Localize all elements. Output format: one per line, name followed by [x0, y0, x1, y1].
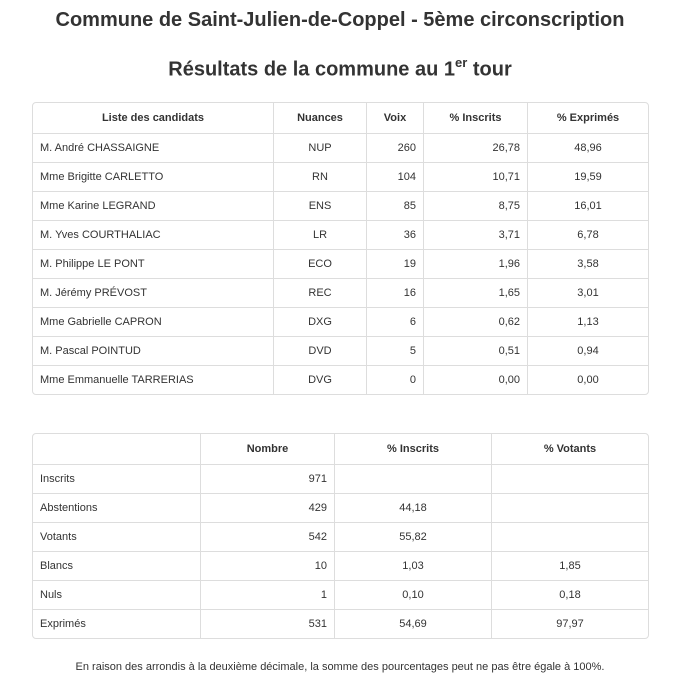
stat-label: Votants	[33, 522, 200, 551]
candidate-pct-inscrits: 0,62	[423, 307, 527, 336]
candidate-name: Mme Gabrielle CAPRON	[33, 307, 273, 336]
candidate-name: M. Yves COURTHALIAC	[33, 220, 273, 249]
table-row	[33, 365, 648, 394]
stat-nombre: 1	[200, 580, 334, 609]
candidate-nuance: DVD	[273, 336, 366, 365]
stat-pct-votants: 1,85	[491, 551, 648, 580]
candidate-name: M. André CHASSAIGNE	[33, 133, 273, 162]
candidate-nuance: REC	[273, 278, 366, 307]
candidates-table	[32, 102, 649, 395]
column-header-pct-inscrits: % Inscrits	[423, 103, 527, 133]
stats-header-row	[33, 434, 648, 464]
candidate-nuance: ECO	[273, 249, 366, 278]
subtitle-end: tour	[467, 58, 512, 81]
candidate-voix: 0	[366, 365, 423, 394]
candidate-voix: 16	[366, 278, 423, 307]
table-row	[33, 307, 648, 336]
table-row	[33, 336, 648, 365]
stat-pct-votants: 0,18	[491, 580, 648, 609]
candidate-pct-inscrits: 0,00	[423, 365, 527, 394]
column-header-pct-inscrits: % Inscrits	[334, 434, 491, 464]
stat-label: Inscrits	[33, 464, 200, 493]
column-header-empty	[33, 434, 200, 464]
table-row	[33, 580, 648, 609]
stat-nombre: 542	[200, 522, 334, 551]
table-row	[33, 191, 648, 220]
candidate-voix: 260	[366, 133, 423, 162]
stat-pct-votants	[491, 522, 648, 551]
candidate-voix: 104	[366, 162, 423, 191]
table-row	[33, 220, 648, 249]
stat-pct-inscrits	[334, 464, 491, 493]
page-title: Commune de Saint-Julien-de-Coppel - 5ème circonscription	[55, 9, 625, 31]
candidate-voix: 19	[366, 249, 423, 278]
candidate-nuance: DVG	[273, 365, 366, 394]
candidate-pct-exprimes: 3,58	[527, 249, 648, 278]
candidate-nuance: DXG	[273, 307, 366, 336]
candidate-pct-inscrits: 1,65	[423, 278, 527, 307]
candidate-voix: 6	[366, 307, 423, 336]
candidate-pct-exprimes: 19,59	[527, 162, 648, 191]
stat-pct-votants	[491, 464, 648, 493]
column-header-pct-exprimes: % Exprimés	[527, 103, 648, 133]
candidate-voix: 5	[366, 336, 423, 365]
subtitle-superscript: er	[455, 55, 468, 70]
stat-nombre: 10	[200, 551, 334, 580]
footnote: En raison des arrondis à la deuxième décimale, la somme des pourcentages peut ne pas être égale à 100%.	[75, 661, 605, 673]
stat-label: Nuls	[33, 580, 200, 609]
candidate-nuance: RN	[273, 162, 366, 191]
column-header-pct-votants: % Votants	[491, 434, 648, 464]
candidate-pct-inscrits: 1,96	[423, 249, 527, 278]
column-header-candidates: Liste des candidats	[101, 112, 205, 124]
candidate-name: Mme Karine LEGRAND	[33, 191, 273, 220]
table-row	[33, 464, 648, 493]
table-row	[33, 551, 648, 580]
stat-pct-inscrits: 44,18	[334, 493, 491, 522]
candidate-voix: 36	[366, 220, 423, 249]
stat-nombre: 531	[200, 609, 334, 638]
table-row	[33, 493, 648, 522]
table-row	[33, 522, 648, 551]
candidate-pct-exprimes: 48,96	[527, 133, 648, 162]
candidate-pct-inscrits: 8,75	[423, 191, 527, 220]
candidate-voix: 85	[366, 191, 423, 220]
candidate-pct-exprimes: 0,00	[527, 365, 648, 394]
column-header-nuances: Nuances	[273, 103, 366, 133]
candidate-pct-exprimes: 0,94	[527, 336, 648, 365]
stat-nombre: 971	[200, 464, 334, 493]
candidate-name: M. Jérémy PRÉVOST	[33, 278, 273, 307]
candidate-pct-exprimes: 6,78	[527, 220, 648, 249]
stat-pct-inscrits: 54,69	[334, 609, 491, 638]
candidate-pct-inscrits: 3,71	[423, 220, 527, 249]
page-subtitle	[0, 56, 680, 82]
table-row	[33, 609, 648, 638]
candidate-pct-exprimes: 16,01	[527, 191, 648, 220]
stat-nombre: 429	[200, 493, 334, 522]
candidate-pct-exprimes: 3,01	[527, 278, 648, 307]
candidate-name: M. Philippe LE PONT	[33, 249, 273, 278]
stat-pct-votants	[491, 493, 648, 522]
stat-pct-inscrits: 1,03	[334, 551, 491, 580]
candidate-nuance: ENS	[273, 191, 366, 220]
table-row	[33, 133, 648, 162]
table-row	[33, 162, 648, 191]
candidates-header-row	[33, 103, 648, 133]
subtitle-main: Résultats de la commune au 1	[168, 58, 456, 81]
column-header-voix: Voix	[366, 103, 423, 133]
stat-pct-inscrits: 55,82	[334, 522, 491, 551]
stat-label: Exprimés	[33, 609, 200, 638]
candidate-pct-exprimes: 1,13	[527, 307, 648, 336]
candidate-pct-inscrits: 0,51	[423, 336, 527, 365]
stat-pct-votants: 97,97	[491, 609, 648, 638]
stats-table	[32, 433, 649, 639]
table-row	[33, 249, 648, 278]
candidate-nuance: NUP	[273, 133, 366, 162]
candidate-name: Mme Emmanuelle TARRERIAS	[33, 365, 273, 394]
candidate-pct-inscrits: 10,71	[423, 162, 527, 191]
table-row	[33, 278, 648, 307]
candidate-name: M. Pascal POINTUD	[33, 336, 273, 365]
stat-label: Blancs	[33, 551, 200, 580]
column-header-nombre: Nombre	[200, 434, 334, 464]
stat-label: Abstentions	[33, 493, 200, 522]
stat-pct-inscrits: 0,10	[334, 580, 491, 609]
candidate-nuance: LR	[273, 220, 366, 249]
candidate-name: Mme Brigitte CARLETTO	[33, 162, 273, 191]
candidate-pct-inscrits: 26,78	[423, 133, 527, 162]
